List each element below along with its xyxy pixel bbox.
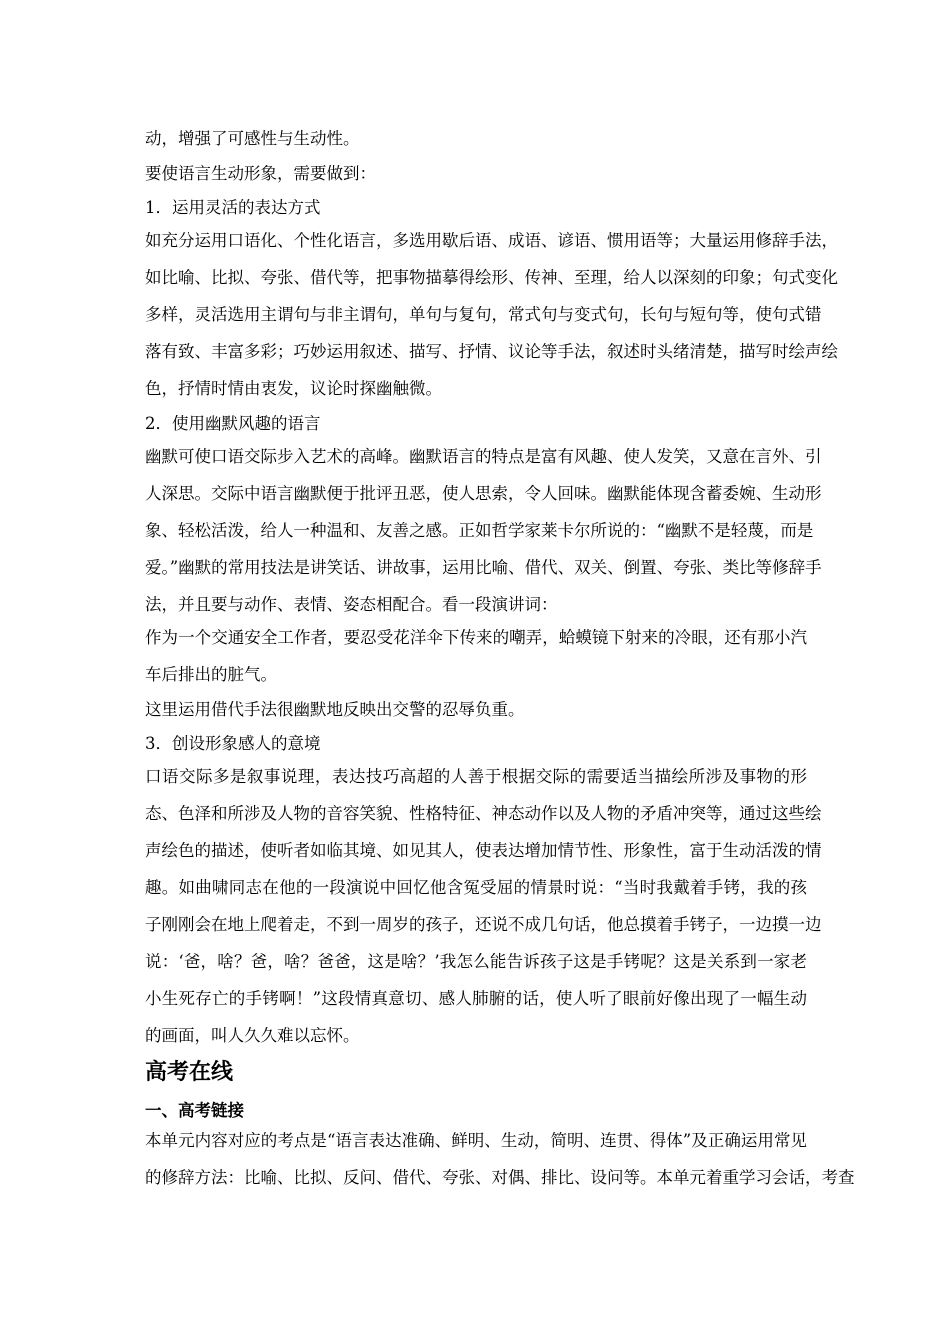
text-line: 子刚刚会在地上爬着走，不到一周岁的孩子，还说不成几句话，他总摸着手铐子，一边摸一边 [145,915,822,934]
text-line: 如比喻、比拟、夸张、借代等，把事物描摹得绘形、传神、至理，给人以深刻的印象；句式变化 [145,268,838,287]
text-line: 爱。”幽默的常用技法是讲笑话、讲故事，运用比喻、借代、双关、倒置、夸张、类比等修辞手 [145,558,822,577]
text-line: 要使语言生动形象，需要做到： [145,164,376,183]
list-heading: 1．运用灵活的表达方式 [145,198,321,217]
text-line: 色，抒情时情由衷发，议论时探幽触微。 [145,379,442,398]
text-line: 声绘色的描述，使听者如临其境、如见其人，使表达增加情节性、形象性，富于生动活泼的情 [145,841,822,860]
text-line: 小生死存亡的手铐啊！”这段情真意切、感人肺腑的话，使人听了眼前好像出现了一幅生动 [145,989,807,1008]
text-line: 的修辞方法：比喻、比拟、反问、借代、夸张、对偶、排比、设问等。本单元着重学习会话，考查 [145,1168,855,1187]
text-line: 落有致、丰富多彩；巧妙运用叙述、描写、抒情、议论等手法，叙述时头绪清楚，描写时绘声绘 [145,342,838,361]
list-heading: 3．创设形象感人的意境 [145,734,321,753]
text-line: 多样，灵活选用主谓句与非主谓句，单句与复句，常式句与变式句，长句与短句等，使句式错 [145,305,822,324]
text-line: 的画面，叫人久久难以忘怀。 [145,1026,360,1045]
text-line: 作为一个交通安全工作者，要忍受花洋伞下传来的嘲弄，蛤蟆镜下射来的冷眼，还有那小汽 [145,628,807,647]
text-line: 人深思。交际中语言幽默便于批评丑恶，使人思索，令人回味。幽默能体现含蓄委婉、生动形 [145,484,822,503]
text-line: 这里运用借代手法很幽默地反映出交警的忍辱负重。 [145,700,525,719]
list-heading: 2．使用幽默风趣的语言 [145,414,321,433]
text-line: 趣。如曲啸同志在他的一段演说中回忆他含冤受屈的情景时说：“当时我戴着手铐，我的孩 [145,878,807,897]
text-line: 态、色泽和所涉及人物的音容笑貌、性格特征、神态动作以及人物的矛盾冲突等，通过这些绘 [145,804,822,823]
subsection-title: 一、高考链接 [145,1101,244,1120]
text-line: 口语交际多是叙事说理，表达技巧高超的人善于根据交际的需要适当描绘所涉及事物的形 [145,767,807,786]
text-line: 说：‘爸，啥？爸，啥？爸爸，这是啥？’我怎么能告诉孩子这是手铐呢？这是关系到一家老 [145,952,807,971]
text-line: 法，并且要与动作、表情、姿态相配合。看一段演讲词： [145,595,558,614]
text-line: 车后排出的脏气。 [145,665,277,684]
text-line: 幽默可使口语交际步入艺术的高峰。幽默语言的特点是富有风趣、使人发笑，又意在言外、引 [145,447,822,466]
text-line: 动，增强了可感性与生动性。 [145,129,360,148]
text-line: 本单元内容对应的考点是“语言表达准确、鲜明、生动，简明、连贯、得体”及正确运用常见 [145,1131,807,1150]
section-title: 高考在线 [145,1060,234,1085]
text-line: 如充分运用口语化、个性化语言，多选用歇后语、成语、谚语、惯用语等；大量运用修辞手法， [145,231,838,250]
text-line: 象、轻松活泼，给人一种温和、友善之感。正如哲学家莱卡尔所说的：“幽默不是轻蔑，而是 [145,521,814,540]
